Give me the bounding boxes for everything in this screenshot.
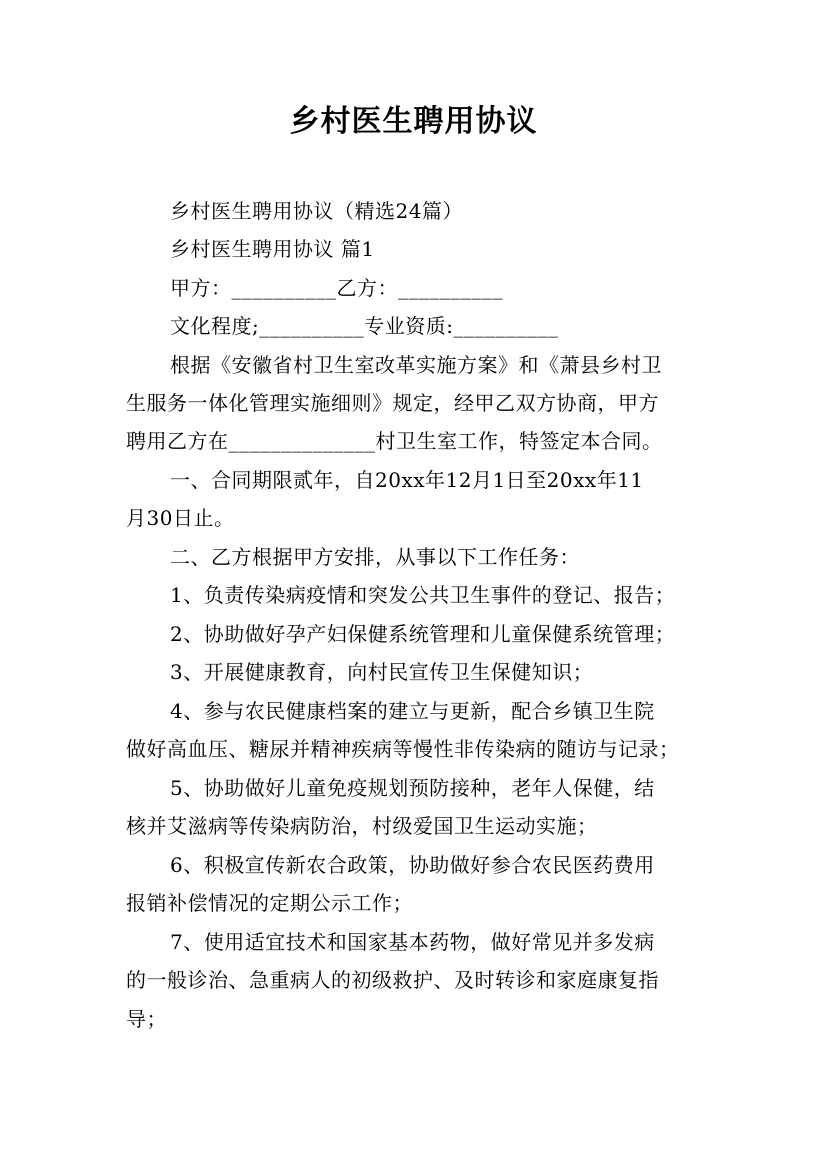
- paragraph-line: 根据《安徽省村卫生室改革实施方案》和《萧县乡村卫: [170, 353, 662, 377]
- qualification-line: 文化程度;__________专业资质:__________: [170, 314, 559, 338]
- document-title: 乡村医生聘用协议: [289, 104, 538, 139]
- clause-line: 一、合同期限贰年，自20xx年12月1日至20xx年11: [170, 468, 644, 492]
- clause-line: 月30日止。: [126, 506, 235, 530]
- task-item: 2、协助做好孕产妇保健系统管理和儿童保健系统管理；: [170, 622, 676, 646]
- task-item: 的一般诊治、急重病人的初级救护、及时转诊和家庭康复指: [126, 968, 659, 992]
- section-heading: 乡村医生聘用协议 篇1: [170, 237, 375, 261]
- party-line: 甲方：__________乙方：__________: [170, 276, 503, 300]
- task-item: 导；: [126, 1007, 167, 1031]
- subtitle-line: 乡村医生聘用协议（精选24篇）: [170, 199, 463, 223]
- clause-line: 二、乙方根据甲方安排，从事以下工作任务：: [170, 545, 580, 569]
- paragraph-line: 聘用乙方在______________村卫生室工作，特签定本合同。: [126, 429, 663, 453]
- task-item: 1、负责传染病疫情和突发公共卫生事件的登记、报告；: [170, 583, 676, 607]
- task-item: 7、使用适宜技术和国家基本药物，做好常见并多发病: [170, 930, 655, 954]
- task-item: 报销补偿情况的定期公示工作；: [126, 891, 413, 915]
- task-item: 核并艾滋病等传染病防治，村级爱国卫生运动实施；: [126, 814, 598, 838]
- task-item: 6、积极宣传新农合政策，协助做好参合农民医药费用: [170, 853, 655, 877]
- task-item: 3、开展健康教育，向村民宣传卫生保健知识；: [170, 660, 594, 684]
- task-item: 4、参与农民健康档案的建立与更新，配合乡镇卫生院: [170, 699, 655, 723]
- paragraph-line: 生服务一体化管理实施细则》规定，经甲乙双方协商，甲方: [126, 391, 659, 415]
- task-item: 5、协助做好儿童免疫规划预防接种，老年人保健，结: [170, 776, 655, 800]
- task-item: 做好高血压、糖尿并精神疾病等慢性非传染病的随访与记录；: [126, 737, 680, 761]
